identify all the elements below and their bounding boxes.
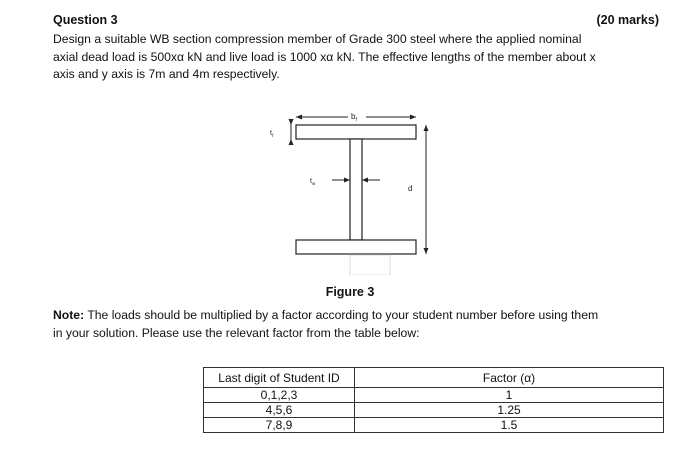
table-cell-factor: 1 [355, 388, 664, 403]
question-line-2: axial dead load is 500xα kN and live load is 1000 xα kN. The effective lengths of the member about x [53, 49, 596, 64]
table-header-factor: Factor (α) [355, 368, 664, 388]
table-cell-factor: 1.5 [355, 418, 664, 433]
question-marks: (20 marks) [596, 13, 659, 27]
table-header-student-id: Last digit of Student ID [204, 368, 355, 388]
question-body [53, 31, 665, 84]
bf-label: $b_f$ [351, 112, 357, 123]
table-row [204, 418, 664, 433]
faint-outline [350, 255, 390, 275]
factor-table [203, 367, 664, 433]
note-line-1: The loads should be multiplied by a factor according to your student number before using them [84, 308, 599, 322]
table-cell-digits: 0,1,2,3 [204, 388, 355, 403]
bottom-flange [296, 240, 416, 254]
question-header [53, 13, 659, 31]
question-title: Question 3 [53, 13, 118, 27]
question-line-3: axis and y axis is 7m and 4m respectively. [53, 67, 280, 81]
tw-label: $t_w$ [310, 178, 316, 186]
tf-label: $t_f$ [270, 130, 274, 138]
figure-caption: Figure 3 [325, 285, 375, 299]
tw-dimension [310, 178, 380, 187]
note-label: Note: [53, 308, 85, 322]
d-dimension [408, 125, 429, 254]
table-row [204, 388, 664, 403]
note-line-2: in your solution. Please use the relevant factor from the table below: [53, 325, 420, 340]
table-header-row [204, 368, 664, 388]
d-label: d [408, 184, 413, 193]
top-flange [296, 125, 416, 139]
table-row [204, 403, 664, 418]
bf-dimension [296, 110, 416, 123]
table-cell-digits: 4,5,6 [204, 403, 355, 418]
web [350, 139, 362, 240]
question-line-1: Design a suitable WB section compression member of Grade 300 steel where the applied nominal [53, 32, 582, 46]
table-cell-digits: 7,8,9 [204, 418, 355, 433]
tf-dimension [270, 119, 294, 145]
wb-section-diagram [255, 105, 455, 275]
table-cell-factor: 1.25 [355, 403, 664, 418]
note-paragraph [53, 307, 665, 342]
